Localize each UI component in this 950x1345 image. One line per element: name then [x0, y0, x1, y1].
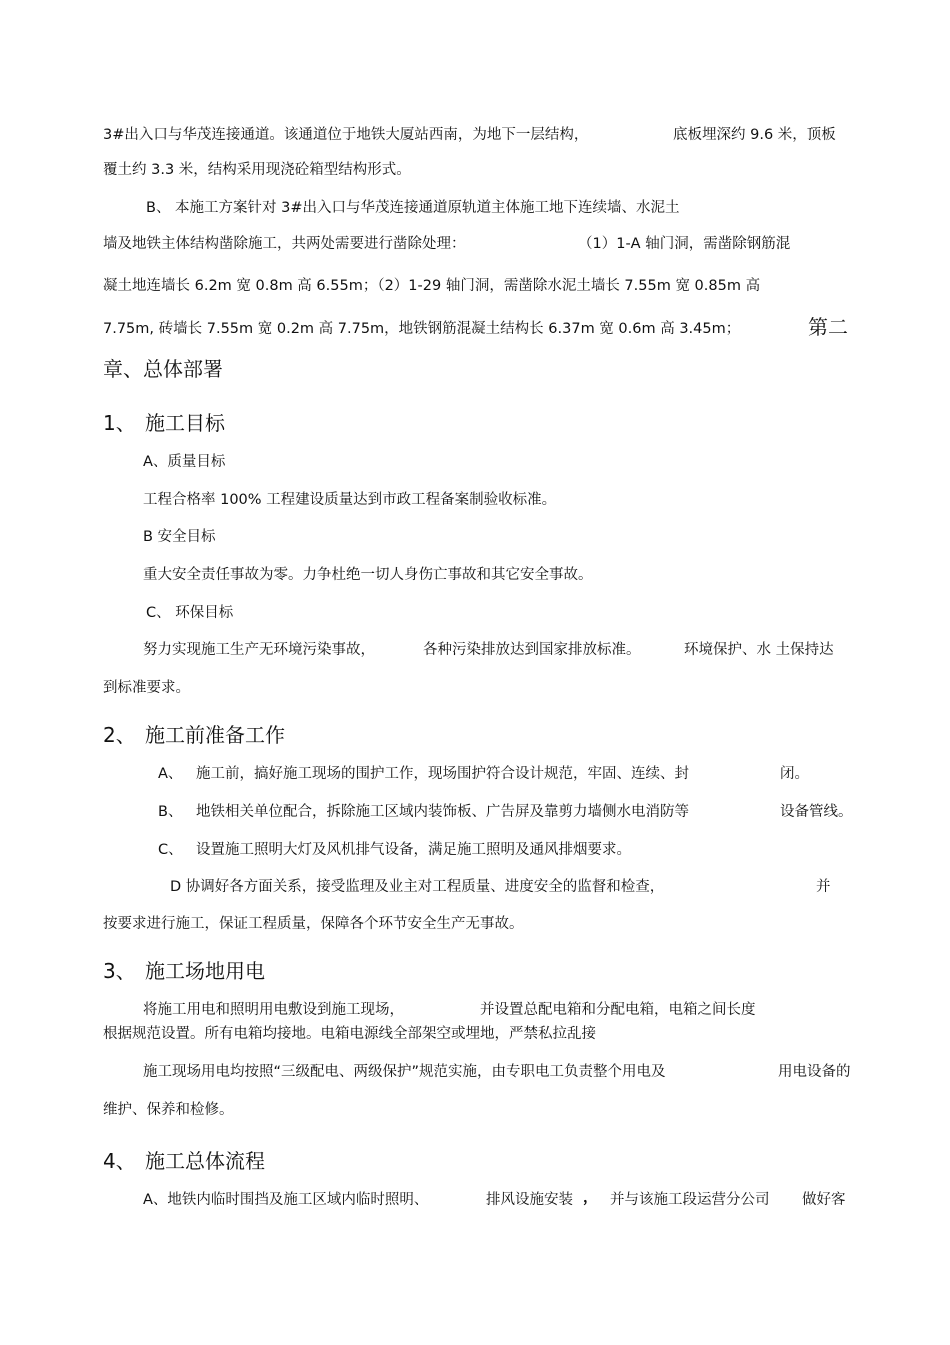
flow-item-a-part2: 排风设施安装 [486, 1192, 573, 1208]
environment-goal-text-b: 各种污染排放达到国家排放标准。 [423, 642, 641, 658]
section3-number: 3、 [103, 959, 136, 983]
prep-item-c-label: C、 [158, 842, 183, 858]
section4-number: 4、 [103, 1149, 136, 1173]
quality-goal-label: A、质量目标 [143, 454, 226, 470]
power-para1-start: 将施工用电和照明用电敷设到施工现场， [143, 1002, 404, 1018]
flow-item-a-part4: 做好客 [802, 1192, 846, 1208]
safety-goal-text: 重大安全责任事故为零。力争杜绝一切人身伤亡事故和其它安全事故。 [143, 567, 593, 583]
chapter-heading-part2: 章、总体部署 [103, 357, 223, 381]
power-para1-line2: 根据规范设置。所有电箱均接地。电箱电源线全部架空或埋地，严禁私拉乱接 [103, 1026, 596, 1042]
chapter-heading-part1: 第二 [808, 315, 848, 339]
prep-item-b-end: 设备管线。 [780, 804, 853, 820]
environment-goal-label: C、 环保目标 [146, 605, 234, 621]
para2-line3: 凝土地连墙长 6.2m 宽 0.8m 高 6.55m；（2）1-29 轴门洞，需凿除水泥土墙长 7.55m 宽 0.85m 高 [103, 278, 761, 294]
para1-line1-start: 3#出入口与华茂连接通道。该通道位于地铁大厦站西南，为地下一层结构， [103, 127, 589, 143]
section2-title: 施工前准备工作 [145, 723, 285, 747]
power-para2-line2: 维护、保养和检修。 [103, 1102, 234, 1118]
para1-line2: 覆土约 3.3 米，结构采用现浇砼箱型结构形式。 [103, 162, 411, 178]
section1-number: 1、 [103, 411, 136, 435]
para2-line2-end: （1）1-A 轴门洞，需凿除钢筋混 [578, 236, 791, 252]
prep-item-a-label: A、 [158, 766, 183, 782]
environment-goal-text-c: 环境保护、水 土保持达 [684, 642, 834, 658]
para2-line1: B、 本施工方案针对 3#出入口与华茂连接通道原轨道主体施工地下连续墙、水泥土 [146, 200, 680, 216]
para1-line1-end: 底板埋深约 9.6 米，顶板 [673, 127, 836, 143]
environment-goal-text-a: 努力实现施工生产无环境污染事故， [143, 642, 375, 658]
prep-item-a-end: 闭。 [780, 766, 809, 782]
prep-item-d-end: 并 [816, 879, 831, 895]
power-para2-end: 用电设备的 [778, 1064, 851, 1080]
environment-goal-text-2: 到标准要求。 [103, 680, 190, 696]
prep-item-b-text: 地铁相关单位配合，拆除施工区域内装饰板、广告屏及靠剪力墙侧水电消防等 [196, 804, 689, 820]
prep-item-d-text: D 协调好各方面关系，接受监理及业主对工程质量、进度安全的监督和检查， [170, 879, 665, 895]
section4-title: 施工总体流程 [145, 1149, 265, 1173]
prep-item-d-text-2: 按要求进行施工，保证工程质量，保障各个环节安全生产无事故。 [103, 916, 524, 932]
prep-item-a-text: 施工前，搞好施工现场的围护工作，现场围护符合设计规范，牢固、连续、封 [196, 766, 689, 782]
flow-item-a-comma: ， [583, 1190, 598, 1206]
safety-goal-label: B 安全目标 [143, 529, 216, 545]
prep-item-b-label: B、 [158, 804, 183, 820]
quality-goal-text: 工程合格率 100% 工程建设质量达到市政工程备案制验收标准。 [143, 492, 557, 508]
section2-number: 2、 [103, 723, 136, 747]
power-para2-start: 施工现场用电均按照“三级配电、两级保护”规范实施，由专职电工负责整个用电及 [143, 1064, 666, 1080]
section3-title: 施工场地用电 [145, 959, 265, 983]
flow-item-a-part1: A、地铁内临时围挡及施工区域内临时照明、 [143, 1192, 429, 1208]
para2-line4: 7.75m, 砖墙长 7.55m 宽 0.2m 高 7.75m，地铁钢筋混凝土结构长 6.37m 宽 0.6m 高 3.45m； [103, 321, 741, 337]
para2-line2-start: 墙及地铁主体结构凿除施工，共两处需要进行凿除处理： [103, 236, 466, 252]
section1-title: 施工目标 [145, 411, 225, 435]
power-para1-end: 并设置总配电箱和分配电箱，电箱之间长度 [480, 1002, 756, 1018]
flow-item-a-part3: 并与该施工段运营分公司 [610, 1192, 770, 1208]
prep-item-c-text: 设置施工照明大灯及风机排气设备，满足施工照明及通风排烟要求。 [196, 842, 631, 858]
